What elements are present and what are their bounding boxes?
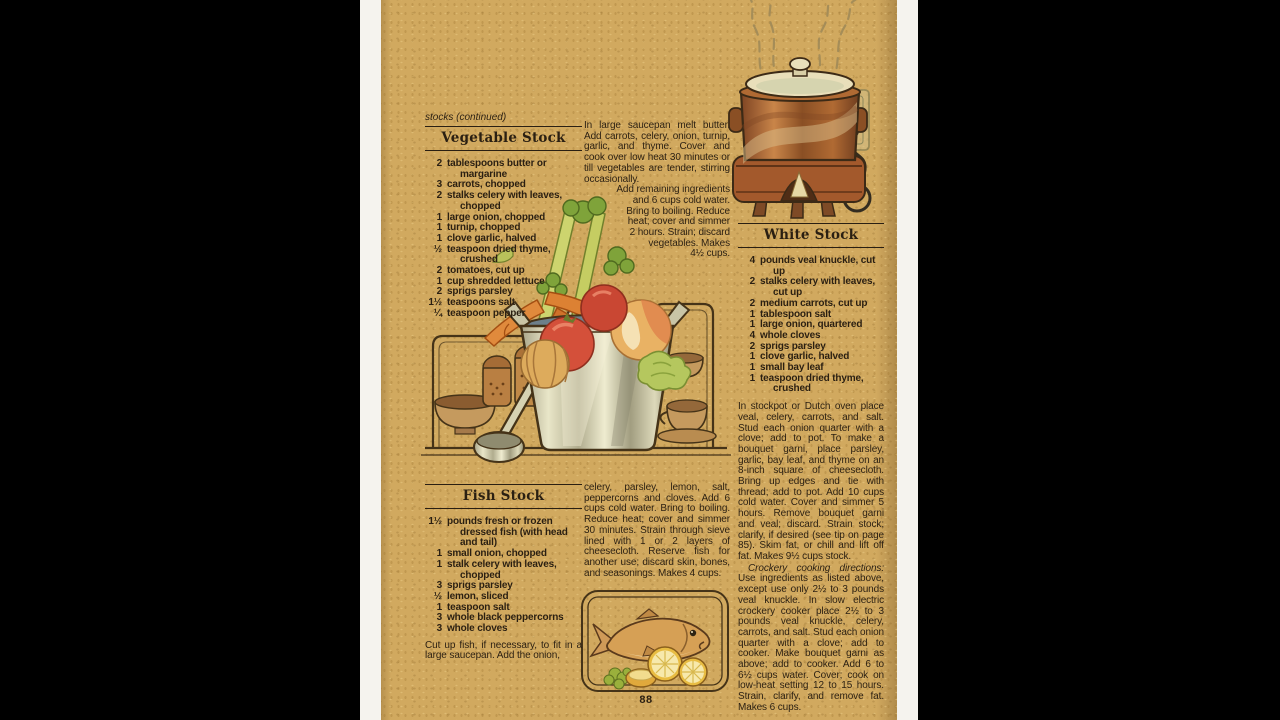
ingredient-quantity: 2 xyxy=(749,276,755,288)
ingredient-text: tomatoes, cut up xyxy=(447,265,525,277)
ingredient-quantity: ¼ xyxy=(433,307,442,319)
ingredient-text: teaspoon dried thyme, crushed xyxy=(447,243,551,266)
fish-stock-instructions-continued xyxy=(584,483,730,579)
vegetable-stock-ingredient-list xyxy=(425,159,582,320)
ingredient-row xyxy=(425,517,582,549)
ingredient-quantity: 1½ xyxy=(428,297,442,309)
ingredient-text: medium carrots, cut up xyxy=(760,297,868,309)
rule xyxy=(425,508,582,509)
ingredient-text: large onion, chopped xyxy=(447,211,546,223)
ingredient-text: carrots, chopped xyxy=(447,179,526,191)
ingredient-text: teaspoon pepper xyxy=(447,307,526,319)
ingredient-quantity: 1 xyxy=(436,211,442,223)
ingredient-quantity: 1 xyxy=(749,351,755,363)
ingredient-text: small onion, chopped xyxy=(447,548,547,560)
ingredient-quantity: 4 xyxy=(749,329,755,341)
ingredient-quantity: 3 xyxy=(436,179,442,191)
ingredient-quantity: 2 xyxy=(749,297,755,309)
ingredient-quantity: 1 xyxy=(436,232,442,244)
white-stock-ingredient-list xyxy=(738,256,884,395)
ingredient-text: large onion, quartered xyxy=(760,319,863,331)
ingredient-row xyxy=(425,159,582,180)
pot-body xyxy=(729,58,867,218)
vegetable-stock-section xyxy=(425,112,582,320)
ingredient-row xyxy=(738,374,884,395)
ingredient-text: lemon, sliced xyxy=(447,590,509,602)
ingredient-quantity: 1 xyxy=(436,558,442,570)
white-stock-instructions: In stockpot or Dutch oven place veal, celery, carrots, and salt. Stud each onion quarter with a clove; add to pot. To make a bouquet garni, place parsley, garlic, bay leaf, and thyme on an 8-inch square of cheesecloth. Bring up edges and tie with thread; add to pot. Add 10 cups cold water. Cover and simmer 5 hours. Remove bouquet garni and veal; discard. Strain stock; clarify, if desired (see tip on page 85). Skim fat, or chill and lift off fat. Makes 9½ cups stock. xyxy=(738,401,884,562)
ingredient-quantity: 2 xyxy=(436,286,442,298)
fish-illustration xyxy=(579,588,731,694)
ingredient-text: sprigs parsley xyxy=(760,340,826,352)
vegetable-stock-instructions xyxy=(584,121,730,307)
rule xyxy=(738,247,884,248)
rule xyxy=(425,150,582,151)
ingredient-text: whole cloves xyxy=(760,329,821,341)
fish-stock-ingredient-list xyxy=(425,517,582,635)
white-stock-title: White Stock xyxy=(763,227,859,243)
ingredient-text: teaspoon salt xyxy=(447,601,510,613)
crockery-directions-lead: Crockery cooking directions: xyxy=(748,562,884,574)
ingredient-text: pounds veal knuckle, cut up xyxy=(760,255,876,277)
ingredient-quantity: 2 xyxy=(749,340,755,352)
fish-stock-section xyxy=(425,484,582,662)
ingredient-quantity: ½ xyxy=(433,590,442,602)
instructions-paragraph: celery, parsley, lemon, salt, peppercorns and cloves. Add 6 cups cold water. Bring to boiling. Reduce heat; cover and simmer 30 minutes. Strain through sieve lined with 1 or 2 layers of cheesecloth. Reserve fish for another use; discard skin, bones, and seasonings. Makes 4 cups. xyxy=(584,482,730,579)
crockery-directions xyxy=(738,564,884,714)
ingredient-text: stalks celery with leaves, chopped xyxy=(447,190,563,212)
ingredient-text: small bay leaf xyxy=(760,362,824,374)
ingredient-text: whole black peppercorns xyxy=(447,612,564,624)
ingredient-quantity: 1 xyxy=(436,601,442,613)
ingredient-text: sprigs parsley xyxy=(447,580,513,592)
ingredient-text: sprigs parsley xyxy=(447,286,513,298)
ingredient-quantity: 3 xyxy=(436,580,442,592)
ingredient-text: stalks celery with leaves, cut up xyxy=(760,276,876,299)
ingredient-text: turnip, chopped xyxy=(447,222,521,234)
ingredient-quantity: ½ xyxy=(433,243,442,255)
ingredient-quantity: 2 xyxy=(436,158,442,169)
ingredient-quantity: 2 xyxy=(436,265,442,277)
ingredient-text: teaspoon dried thyme, crushed xyxy=(760,372,864,395)
ingredient-quantity: 3 xyxy=(436,612,442,624)
ingredient-row xyxy=(425,624,582,635)
ingredient-text: whole cloves xyxy=(447,623,508,635)
ingredient-text: tablespoon salt xyxy=(760,308,832,320)
fish-stock-instructions-start: Cut up fish, if necessary, to fit in a large saucepan. Add the onion, xyxy=(425,639,582,662)
white-stock-section xyxy=(738,223,884,714)
ingredient-quantity: 2 xyxy=(436,190,442,202)
page-number: 88 xyxy=(639,694,653,706)
ingredient-quantity: 1 xyxy=(749,319,755,331)
ingredient-row xyxy=(738,256,884,277)
instructions-paragraph: In large saucepan melt butter. Add carrots, celery, onion, turnip, garlic, and thyme. Cover and cook over low heat 30 minutes or till vegetables are tender, stirring occasionally. xyxy=(584,120,730,185)
ingredient-quantity: 1 xyxy=(436,275,442,287)
ingredient-row xyxy=(425,309,582,320)
ingredient-quantity: 1 xyxy=(749,362,755,374)
ingredient-text: tablespoons butter or margarine xyxy=(447,158,547,180)
crockery-directions-body: Use ingredients as listed above, except use only 2½ to 3 pounds veal knuckle. In slow electric crockery cooker place 2½ to 3 pounds veal knuckle, celery, carrots, and salt. Stud each onion quarter with a clove; add to cooker. Make bouquet garni as above; add to cooker. Add 6 to 6½ cups water. Cover; cook on low-heat setting 12 to 15 hours. Strain, clarify, and remove fat. Makes 6 cups. xyxy=(738,573,884,713)
vegetable-stock-title: Vegetable Stock xyxy=(441,130,566,146)
ingredient-text: clove garlic, halved xyxy=(447,232,537,244)
ingredient-quantity: 3 xyxy=(436,623,442,635)
ingredient-text: clove garlic, halved xyxy=(760,351,850,363)
page-edge-left xyxy=(360,0,381,720)
ingredient-text: teaspoons salt xyxy=(447,297,515,309)
ingredient-text: pounds fresh or frozen dressed fish (with head and tail) xyxy=(447,516,568,549)
fish-stock-title: Fish Stock xyxy=(462,488,545,504)
fish xyxy=(591,609,710,661)
ingredient-quantity: 1 xyxy=(749,372,755,384)
ingredient-text: cup shredded lettuce xyxy=(447,275,545,287)
cookbook-page xyxy=(381,0,897,720)
ingredient-text: stalk celery with leaves, chopped xyxy=(447,558,557,581)
ingredient-quantity: 4 xyxy=(749,255,755,266)
section-continued-label: stocks (continued) xyxy=(425,112,507,123)
instructions-paragraph-wrapped: Add remaining ingredients and 6 cups cold water. Bring to boiling. Reduce heat; cover and simmer 2 hours. Strain; discard vegetables. Makes 4½ cups. xyxy=(584,185,730,260)
ingredient-row xyxy=(738,277,884,298)
ingredient-quantity: 1 xyxy=(436,548,442,560)
page-edge-right xyxy=(897,0,918,720)
ingredient-row xyxy=(425,560,582,581)
ingredient-row xyxy=(425,191,582,212)
ingredient-quantity: 1 xyxy=(749,308,755,320)
ingredient-quantity: 1½ xyxy=(428,516,442,527)
ingredient-quantity: 1 xyxy=(436,222,442,234)
ingredient-row xyxy=(425,245,582,266)
ingredient-row xyxy=(738,299,884,310)
